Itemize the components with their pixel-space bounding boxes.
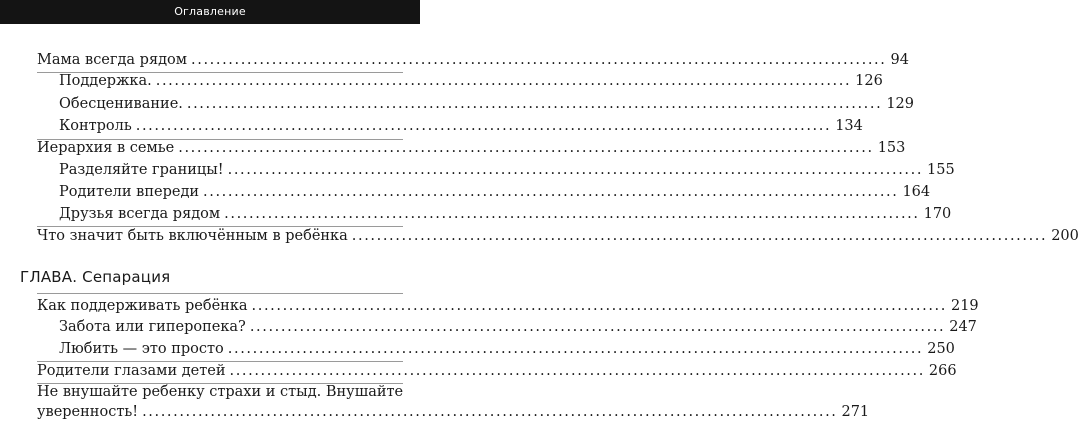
toc-entry-label: Забота или гиперопека? [59,319,246,335]
toc-entry-label: Любить — это просто [59,341,224,357]
toc-entry-label-line1: Не внушайте ребенку страхи и стыд. Внушайте [37,384,404,400]
toc-entry-label: Иерархия в семье [37,140,175,156]
leader-dots: ................................................................................................................ [351,228,1048,244]
toc-entry-label: Как поддерживать ребёнка [37,298,248,314]
chapter-heading[interactable]: ГЛАВА. Сепарация [20,268,171,286]
toc-entry-page: 266 [928,363,957,379]
toc-entry-label: Поддержка. [59,73,152,89]
toc-entry-page: 219 [950,298,979,314]
toc-entry-label: Что значит быть включённым в ребёнка [37,228,348,244]
toc-entry-label: Разделяйте границы! [59,162,224,178]
toc-entry[interactable] [59,205,952,223]
leader-dots: ................................................................................................................ [178,140,874,156]
toc-entry-page: 164 [902,184,931,200]
toc-entry[interactable] [59,318,977,336]
toc-entry[interactable] [59,117,863,135]
toc-entry-page: 155 [927,162,955,178]
leader-dots: ................................................................................................................ [227,162,924,178]
toc-entry[interactable] [37,362,957,380]
toc-entry-label: Родители глазами детей [37,363,226,379]
toc-entry-label-line2: уверенность! [37,404,139,420]
toc-entry-page: 200 [1051,228,1079,244]
toc-entry[interactable] [37,382,870,422]
leader-dots: ................................................................................................................ [249,319,946,335]
toc-entry-page: 271 [841,404,870,420]
toc-entry[interactable] [59,340,955,358]
toc-entry[interactable] [37,297,979,315]
toc-entry-page: 126 [855,73,883,89]
toc-entry-label: Контроль [59,118,132,134]
leader-dots: ................................................................................................................ [251,298,947,314]
toc-entry[interactable] [37,227,1079,245]
leader-dots: ................................................................................................................ [191,52,887,68]
toc-entry-label: Друзья всегда рядом [59,206,221,222]
divider [37,293,403,294]
toc-entry[interactable] [37,51,909,69]
leader-dots: ................................................................................................................ [203,184,899,200]
leader-dots: ................................................................................................................ [155,73,852,89]
toc-entry[interactable] [59,72,883,90]
leader-dots: ................................................................................................................ [142,404,838,420]
toc-entry-label: Родители впереди [59,184,200,200]
toc-entry[interactable] [59,183,931,201]
toc-entry[interactable] [37,139,906,157]
toc-entry-page: 170 [923,206,952,222]
toc-entry-page: 247 [949,319,977,335]
toc-entry[interactable] [59,95,914,113]
toc-entry-page: 129 [886,96,914,112]
leader-dots: ................................................................................................................ [229,363,925,379]
toc-entry-label: Обесценивание. [59,96,183,112]
toc-entry-label: Мама всегда рядом [37,52,188,68]
leader-dots: ................................................................................................................ [224,206,920,222]
toc-entry-line2 [37,402,870,422]
leader-dots: ................................................................................................................ [227,341,924,357]
leader-dots: ................................................................................................................ [135,118,832,134]
toc-entry-page: 134 [835,118,863,134]
toc-entry[interactable] [59,161,955,179]
leader-dots: ................................................................................................................ [186,96,883,112]
toc-entry-page: 153 [877,140,906,156]
toc-entry-page: 94 [890,52,909,68]
header-title: Оглавление [174,5,246,18]
toc-entry-page: 250 [927,341,955,357]
